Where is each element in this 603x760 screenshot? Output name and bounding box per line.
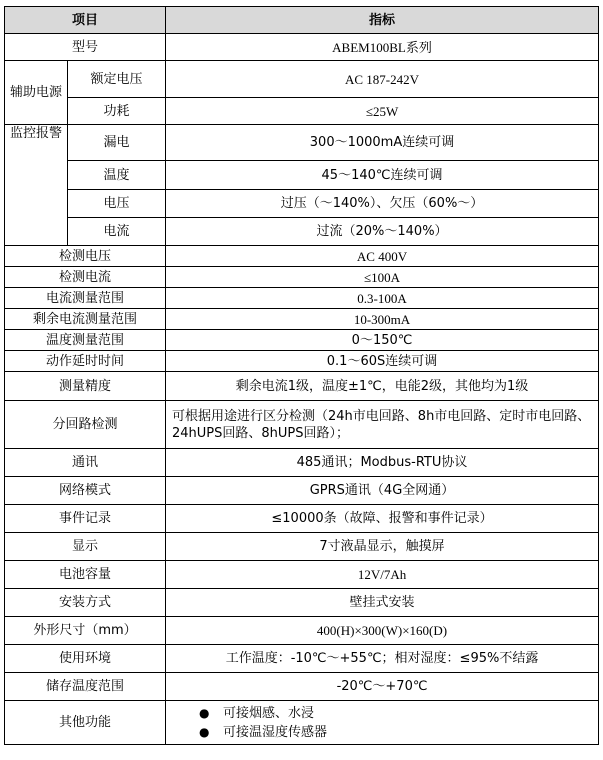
row-label: 检测电压 <box>5 246 166 267</box>
row-value: ≤100A <box>166 267 599 288</box>
row-value: ABEM100BL系列 <box>166 34 599 61</box>
row-label: 电流测量范围 <box>5 288 166 309</box>
table-row <box>5 190 599 218</box>
table-row <box>5 125 599 161</box>
row-value: 0～150℃ <box>166 330 599 351</box>
table-row <box>5 449 599 477</box>
row-value: 10-300mA <box>166 309 599 330</box>
list-item: ● 可接温湿度传感器 <box>199 723 595 742</box>
table-row <box>5 309 599 330</box>
row-value: 可根据用途进行区分检测（24h市电回路、8h市电回路、定时市电回路、24hUPS回路、8hUPS回路）； <box>166 401 599 449</box>
row-value: 过流（20%～140%） <box>166 218 599 246</box>
group-label: 监控报警 <box>5 125 68 246</box>
table-row <box>5 617 599 645</box>
table-row <box>5 61 599 98</box>
row-value: 45～140℃连续可调 <box>166 161 599 190</box>
row-value: 300～1000mA连续可调 <box>166 125 599 161</box>
table-row <box>5 401 599 449</box>
table-row <box>5 533 599 561</box>
row-value: GPRS通讯（4G全网通） <box>166 477 599 505</box>
spec-table <box>4 6 599 745</box>
row-label: 检测电流 <box>5 267 166 288</box>
table-row <box>5 267 599 288</box>
row-label: 事件记录 <box>5 505 166 533</box>
list-item: ● 可接烟感、水浸 <box>199 704 595 723</box>
row-label: 测量精度 <box>5 372 166 401</box>
table-row <box>5 589 599 617</box>
table-row <box>5 351 599 372</box>
table-row <box>5 288 599 309</box>
row-value <box>166 701 599 745</box>
row-value: 剩余电流1级，温度±1℃，电能2级，其他均为1级 <box>166 372 599 401</box>
row-value: -20℃～+70℃ <box>166 673 599 701</box>
row-value: AC 400V <box>166 246 599 267</box>
table-row <box>5 673 599 701</box>
table-row <box>5 645 599 673</box>
row-label: 温度 <box>68 161 166 190</box>
row-value: 400(H)×300(W)×160(D) <box>166 617 599 645</box>
table-row <box>5 701 599 745</box>
row-value: 0.1～60S连续可调 <box>166 351 599 372</box>
row-label: 使用环境 <box>5 645 166 673</box>
row-value: 工作温度：-10℃～+55℃；相对湿度：≤95%不结露 <box>166 645 599 673</box>
row-label: 网络模式 <box>5 477 166 505</box>
row-value: AC 187-242V <box>166 61 599 98</box>
row-label: 电池容量 <box>5 561 166 589</box>
table-row <box>5 330 599 351</box>
table-row <box>5 246 599 267</box>
table-row <box>5 505 599 533</box>
row-label: 电流 <box>68 218 166 246</box>
row-value: ≤10000条（故障、报警和事件记录） <box>166 505 599 533</box>
row-label: 通讯 <box>5 449 166 477</box>
table-row <box>5 98 599 125</box>
row-value: 0.3-100A <box>166 288 599 309</box>
table-header <box>5 7 599 34</box>
row-label: 显示 <box>5 533 166 561</box>
row-label: 其他功能 <box>5 701 166 745</box>
row-value: 壁挂式安装 <box>166 589 599 617</box>
row-value: ≤25W <box>166 98 599 125</box>
table-row <box>5 34 599 61</box>
table-row <box>5 161 599 190</box>
table-row <box>5 477 599 505</box>
row-label: 电压 <box>68 190 166 218</box>
row-value: 12V/7Ah <box>166 561 599 589</box>
row-value: 7寸液晶显示，触摸屏 <box>166 533 599 561</box>
other-functions-list <box>169 704 595 742</box>
table-row <box>5 218 599 246</box>
row-label: 功耗 <box>68 98 166 125</box>
group-label: 辅助电源 <box>5 61 68 125</box>
row-label: 储存温度范围 <box>5 673 166 701</box>
row-label: 额定电压 <box>68 61 166 98</box>
header-item: 项目 <box>5 7 166 34</box>
row-label: 漏电 <box>68 125 166 161</box>
row-label: 分回路检测 <box>5 401 166 449</box>
row-value: 485通讯；Modbus-RTU协议 <box>166 449 599 477</box>
table-row <box>5 561 599 589</box>
header-spec: 指标 <box>166 7 599 34</box>
row-value: 过压（～140%）、欠压（60%～） <box>166 190 599 218</box>
row-label: 剩余电流测量范围 <box>5 309 166 330</box>
row-label: 型号 <box>5 34 166 61</box>
table-row <box>5 372 599 401</box>
row-label: 外形尺寸（mm） <box>5 617 166 645</box>
row-label: 动作延时时间 <box>5 351 166 372</box>
row-label: 温度测量范围 <box>5 330 166 351</box>
row-label: 安装方式 <box>5 589 166 617</box>
